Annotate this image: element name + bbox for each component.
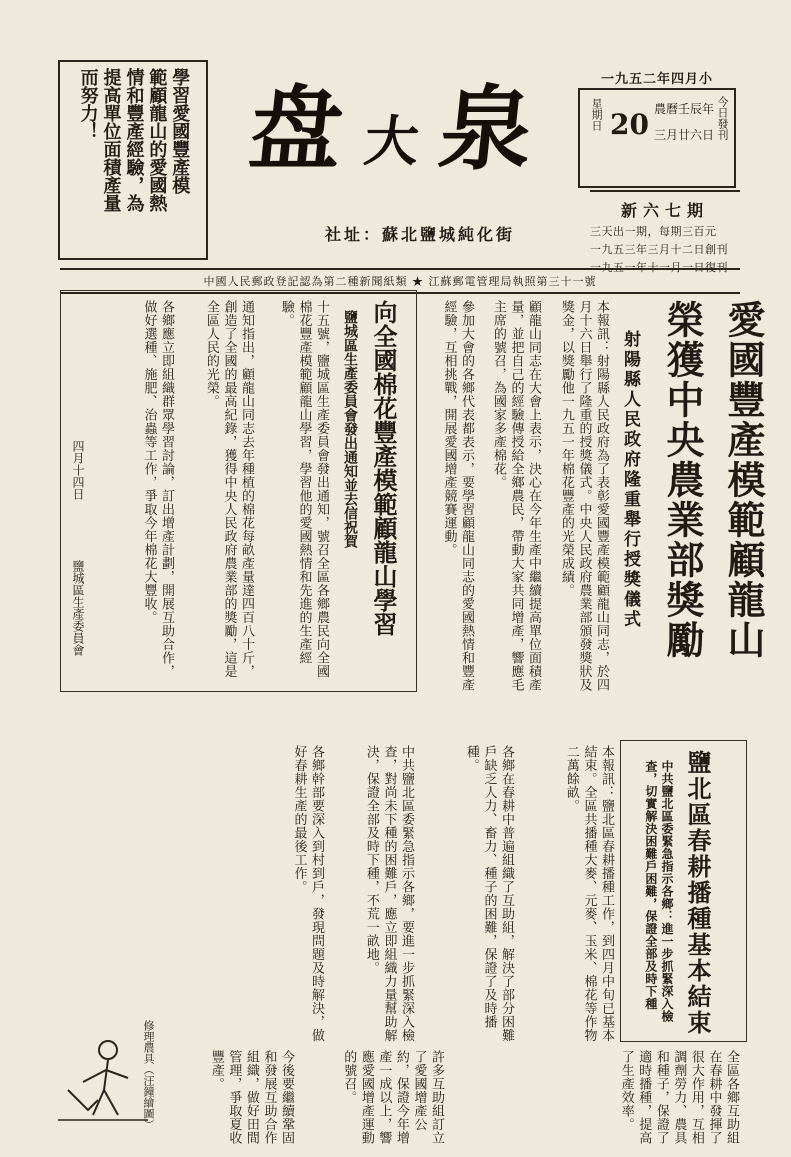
issue-box xyxy=(590,190,740,274)
issue-line: 一九五一年十一月一日復刊 xyxy=(590,261,728,274)
article-3-column: 各鄉幹部要深入到村到戶，發現問題及時解決，做好春耕生產的最後工作。 xyxy=(291,745,324,1042)
address-line: 社址：蘇北鹽城純化街 xyxy=(324,225,515,244)
weekday: 星期日 xyxy=(590,98,603,131)
subhead: 鹽城區生產委員會發出通知並去信祝賀 xyxy=(342,310,358,548)
slogan-line: 學習愛國豐產模 xyxy=(169,68,191,194)
article-3-column: 本報訊：鹽北區春耕播種工作，到四月中旬已基本結束。全區共播種大麥、元麥、玉米、棉花等作物二萬餘畝。 xyxy=(563,745,614,1042)
slogan-line: 範顧龍山的愛國熱 xyxy=(146,68,168,212)
article-3-column: 中共鹽北區委緊急指示各鄉，要進一步抓緊深入檢查，對尚未下種的困難戶，應立即組織力量幫助解決，保證全部及時下種，不荒一畝地。 xyxy=(363,745,414,1042)
article-2-column: 十五號，鹽城區生產委員會發出通知，號召全區各鄉農民向全國棉花豐產模範顧龍山學習，學習他的愛國熱情和先進的生產經驗。 xyxy=(278,300,329,678)
issue-line: 三天出一期，每期三百元 xyxy=(590,225,717,238)
title-char: 泉 xyxy=(434,75,542,183)
article-4-column: 今後要繼續鞏固和發展互助合作組織，做好田間管理，爭取夏收豐產。 xyxy=(208,1050,294,1145)
date-box xyxy=(578,88,736,188)
article-2-column: 各鄉應立即組織群眾學習討論，訂出增產計劃，開展互助合作，做好選種、施肥、治蟲等工作，爭取今年棉花大豐收。 xyxy=(141,300,174,678)
lunar-date: 三月廿六日 xyxy=(654,128,715,142)
headline-line: 榮獲中央農業部獎勵 xyxy=(660,300,705,660)
slogan-line: 而努力！ xyxy=(77,68,99,140)
article-3-subhead: 中共鹽北區委緊急指示各鄉：進一步抓緊深入檢查，切實解決困難戶困難，保證全部及時下種 xyxy=(643,760,674,1023)
lunar-year: 農曆壬辰年 xyxy=(654,102,715,116)
article-1-headline xyxy=(655,300,771,720)
article-1-subhead: 射陽縣人民政府隆重舉行授獎儀式 xyxy=(620,330,640,630)
title-char: 大 xyxy=(361,108,426,173)
article-3-column: 各鄉在春耕中普遍組織了互助組，解決了部分困難戶缺乏人力、畜力、種子的困難，保證了及時播種。 xyxy=(463,745,514,1042)
headline-line: 鹽北區春耕播種基本結束 xyxy=(683,750,712,1036)
title-char: 盘 xyxy=(244,75,352,183)
article-3-headline xyxy=(680,750,715,1036)
article-2-headline xyxy=(340,300,401,690)
article-2-date: 四月十四日 xyxy=(71,440,85,500)
article-2-signature: 鹽城區生產委員會 xyxy=(71,560,85,656)
headline-line: 愛國豐產模範顧龍山 xyxy=(721,300,766,660)
article-4-column: 許多互助組訂立了愛國增產公約，保證今年增產一成以上，響應愛國增產運動的號召。 xyxy=(341,1050,444,1145)
date-top: 一九五二年四月小 xyxy=(600,72,713,87)
headline-line: 向全國棉花豐產模範顧龍山學習 xyxy=(369,300,398,636)
issue-line: 一九五三年三月十二日創刊 xyxy=(590,243,728,256)
article-1-column: 參加大會的各鄉代表都表示，要學習顧龍山同志的愛國熱情和豐產經驗，互相挑戰，開展愛國增產競賽運動。 xyxy=(441,300,474,692)
registration-line: 中國人民郵政登記認為第二種新聞紙類 ★ 江蘇郵電管理局執照第三十一號 xyxy=(60,268,740,294)
slogan-line: 情和豐產經驗，為 xyxy=(123,68,145,212)
slogan-box xyxy=(58,60,208,260)
article-4-column: 全區各鄉互助組在春耕中發揮了很大作用，互相調劑勞力、農具和種子，保證了適時播種，提高了生產效率。 xyxy=(618,1050,739,1145)
day-number: 20 xyxy=(610,108,649,141)
issue-number: 新六七期 xyxy=(620,201,709,220)
today-label: 今日發刊 xyxy=(716,96,729,140)
article-1-column: 本報訊：射陽縣人民政府為了表彰愛國豐產模範顧龍山同志，於四月十六日舉行了隆重的授獎儀式。中央人民政府農業部頒發獎狀及獎金，以獎勵他一九五一年棉花豐產的光榮成績。 xyxy=(558,300,609,692)
masthead-title xyxy=(214,62,574,182)
article-2-column: 通知指出，顧龍山同志去年種植的棉花每畝產量達四百八十斤，創造了全國的最高紀錄，獲得中央人民政府農業部的獎勵，這是全區人民的光榮。 xyxy=(203,300,254,678)
slogan-line: 提高單位面積產量 xyxy=(100,68,122,212)
illustration-caption: 修理農具（汪鐘繪圖） xyxy=(142,1020,155,1130)
article-1-column: 顧龍山同志在大會上表示，決心在今年生產中繼續提高單位面積產量，並把自己的經驗傳授給全鄉農民，帶動大家共同增產，響應毛主席的號召，為國家多產棉花。 xyxy=(490,300,541,692)
